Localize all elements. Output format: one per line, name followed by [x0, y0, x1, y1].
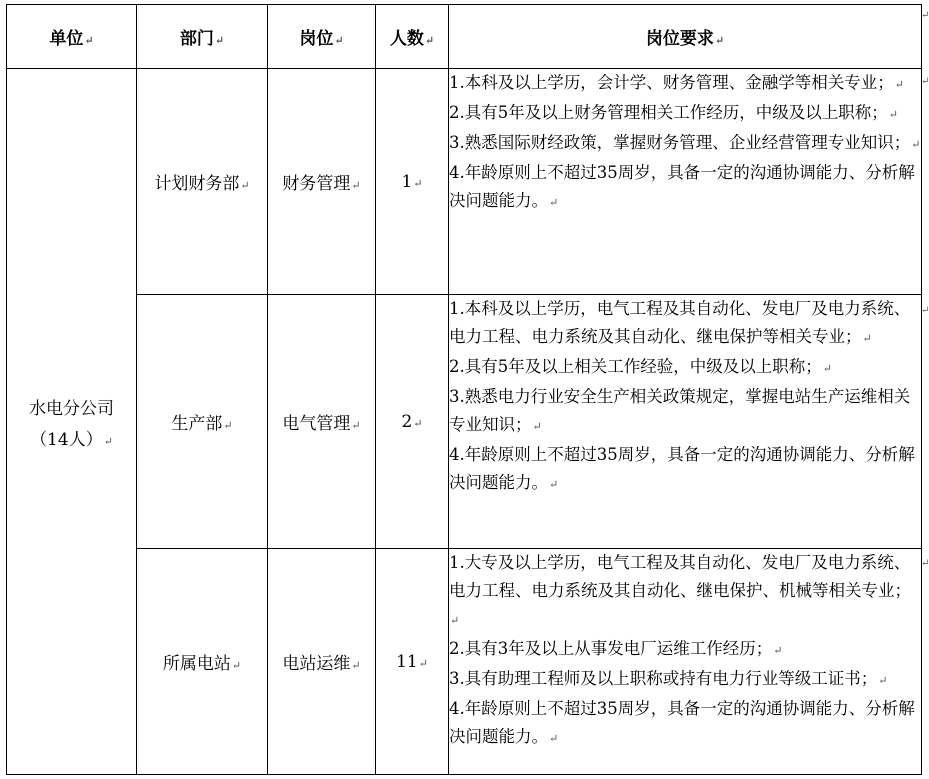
- requirements-cell: [449, 69, 922, 295]
- position-cell: 财务管理↵: [268, 69, 376, 295]
- header-department: 部门↵: [137, 5, 268, 69]
- header-position: 岗位↵: [268, 5, 376, 69]
- header-requirements: 岗位要求↵: [449, 5, 922, 69]
- department-cell: 计划财务部↵: [137, 69, 268, 295]
- requirement-item: 2.具有3年及以上从事发电厂运维工作经历；↵: [449, 639, 783, 658]
- requirement-item: 4.年龄原则上不超过35周岁，具备一定的沟通协调能力、分析解决问题能力。↵: [449, 699, 915, 746]
- row-end-mark: ↵: [921, 305, 929, 316]
- row-end-mark: ↵: [921, 558, 929, 569]
- requirement-item: 1.大专及以上学历，电气工程及其自动化、发电厂及电力系统、电力工程、电力系统及其自动化、继电保护、机械等相关专业；↵: [449, 553, 911, 627]
- headcount-cell: 2↵: [376, 295, 449, 549]
- department-cell: 生产部↵: [137, 295, 268, 549]
- table-row: [7, 295, 922, 549]
- table-row: [7, 549, 922, 775]
- row-end-mark: ↵: [921, 76, 929, 87]
- requirement-item: 1.本科及以上学历，会计学、财务管理、金融学等相关专业；↵: [449, 73, 904, 92]
- header-unit: 单位↵: [7, 5, 137, 69]
- headcount-cell: 1↵: [376, 69, 449, 295]
- unit-count: （14人）↵: [30, 429, 113, 450]
- unit-name: 水电分公司: [29, 398, 114, 419]
- department-cell: 所属电站↵: [137, 549, 268, 775]
- table-row: [7, 69, 922, 295]
- unit-cell: [7, 69, 137, 775]
- headcount-cell: 11↵: [376, 549, 449, 775]
- requirement-item: 4.年龄原则上不超过35周岁，具备一定的沟通协调能力、分析解决问题能力。↵: [449, 445, 915, 492]
- requirement-item: 4.年龄原则上不超过35周岁，具备一定的沟通协调能力、分析解决问题能力。↵: [449, 163, 915, 210]
- requirement-item: 3.熟悉电力行业安全生产相关政策规定，掌握电站生产运维相关专业知识；↵: [449, 387, 911, 434]
- requirement-item: 3.具有助理工程师及以上职称或持有电力行业等级工证书；↵: [449, 669, 888, 688]
- position-cell: 电气管理↵: [268, 295, 376, 549]
- requirement-item: 2.具有5年及以上财务管理相关工作经历，中级及以上职称；↵: [449, 103, 898, 122]
- position-cell: 电站运维↵: [268, 549, 376, 775]
- header-headcount: 人数↵: [376, 5, 449, 69]
- requirements-cell: [449, 549, 922, 775]
- requirements-cell: [449, 295, 922, 549]
- row-end-mark: ↵: [921, 10, 929, 21]
- requirement-item: 3.熟悉国际财经政策，掌握财务管理、企业经营管理专业知识；↵: [449, 133, 921, 152]
- requirement-item: 2.具有5年及以上相关工作经验，中级及以上职称；↵: [449, 357, 832, 376]
- requirement-item: 1.本科及以上学历，电气工程及其自动化、发电厂及电力系统、电力工程、电力系统及其自动化、继电保护等相关专业；↵: [449, 299, 911, 346]
- header-row: [7, 5, 922, 69]
- recruitment-table: [6, 4, 922, 775]
